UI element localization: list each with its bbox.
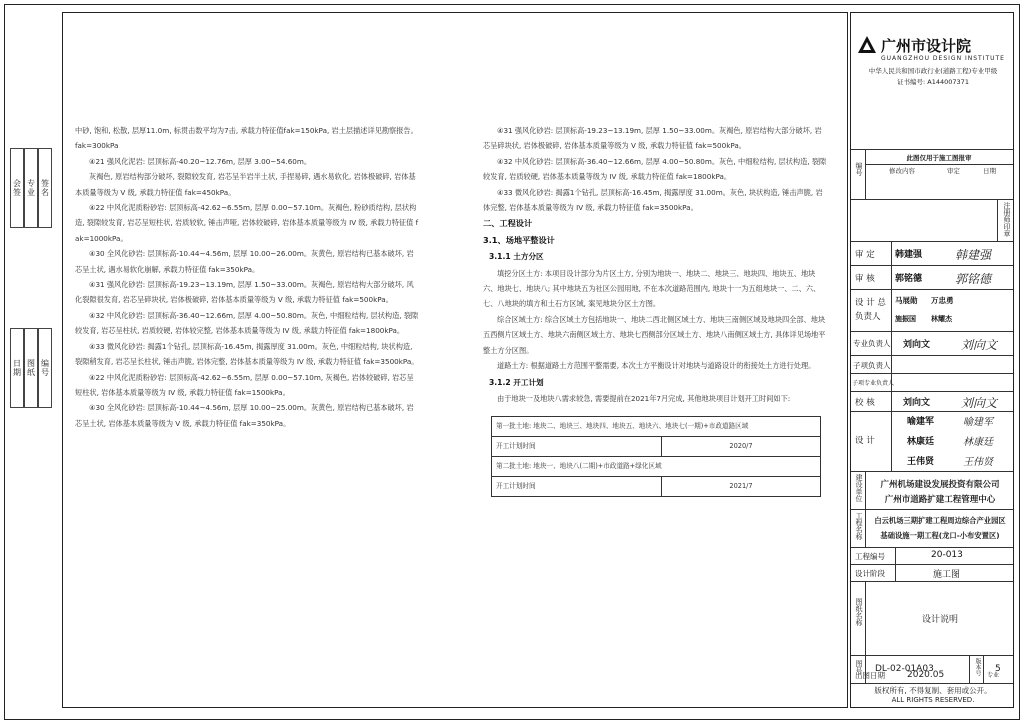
section-heading: 二、工程设计 xyxy=(483,218,533,229)
strip-cell: 签名 xyxy=(38,148,52,228)
institute-name: 广州市设计院 xyxy=(881,37,972,55)
registered-stamp-area xyxy=(851,199,1013,241)
strip-cell: 编号 xyxy=(38,328,52,408)
paragraph: 中砂, 饱和, 松散, 层厚11.0m, 标贯击数平均为7击, 承载力特征值fak=150kPa, 岩土层描述详见勘察报告。 xyxy=(75,126,418,135)
copyright: 版权所有, 不得复制、套用或公开。 xyxy=(874,686,992,695)
job-number-row xyxy=(851,547,1013,564)
role-name: 喻建军 xyxy=(907,417,935,427)
text-column-left xyxy=(75,123,420,431)
role-name: 刘向文 xyxy=(903,398,931,408)
paragraph: 填挖分区土方: 本项目设计部分为片区土方, 分别为地块一、地块二、地块三、地块四、地块五、地块六、地块七、地块八; 其中地块五为社区公园用地, 不在本次道路范围内, 地块十一为五组地块一、二、六、七、八地块的填方和土石方区域, 案见地块分区土方图。 xyxy=(483,268,821,309)
revision-label: 编号 xyxy=(855,162,863,176)
revision-area xyxy=(851,149,1013,199)
issue-date: 2020.05 xyxy=(907,670,945,680)
client-label: 建设单位 xyxy=(855,474,863,502)
role-label: 审 定 xyxy=(855,250,875,260)
subsection-heading: 3.1、场地平整设计 xyxy=(483,234,555,245)
role-row xyxy=(851,355,1013,373)
table-row xyxy=(492,417,821,437)
strip-cell: 专业 xyxy=(24,148,38,228)
table-cell: 第一批土地: 地块二、地块三、地块四、地块五、地块六、地块七(一期)+市政道路区域 xyxy=(492,417,821,437)
version-label: 版本号 xyxy=(974,658,981,676)
role-name: 林耀杰 xyxy=(931,315,952,323)
signature: 林康廷 xyxy=(963,437,993,448)
paragraph: ④33 微风化砂岩: 揭露1个钻孔, 层顶标高-16.45m, 揭露厚度 31.00m。灰色, 中细粒结构, 块状构造, 裂隙稍发育, 岩芯呈长柱状, 锤击声脆, 岩体完整, 岩体基本质量等级为 IV 级, 承载力特征值 fak=3500kPa。 xyxy=(75,341,419,367)
table-cell: 开工计划时间 xyxy=(492,437,662,457)
paragraph: ④22 中风化泥质粉砂岩: 层顶标高-42.62~6.55m, 层厚 0.00~57.10m, 灰褐色, 岩体较破碎, 岩芯呈短柱状, 岩体基本质量等级为 IV 级, 承载力特征值 fak=1500kPa。 xyxy=(75,372,414,397)
paragraph: ④33 微风化砂岩: 揭露1个钻孔, 层顶标高-16.45m, 揭露厚度 31.00m。灰色, 块状构造, 锤击声脆, 岩体完整, 岩体基本质量等级为 IV 级, 承载力特征值 fak=3500kPa。 xyxy=(483,187,823,213)
table-cell: 第二批土地: 地块一、地块八(二期)+市政道路+绿化区域 xyxy=(492,457,821,477)
title-block xyxy=(850,12,1014,708)
signature: 喻建军 xyxy=(963,417,993,428)
role-row xyxy=(851,265,1013,289)
institute-logo-icon xyxy=(857,35,877,55)
date-copyright-area xyxy=(850,670,1014,708)
paragraph: 由于地块一及地块八需求较急, 需要提前在2021年7月完成, 其他地块项目计划开工时间如下: xyxy=(497,393,791,403)
job-number-label: 工程编号 xyxy=(855,552,885,561)
paragraph: 综合区域土方: 综合区域土方包括地块一、地块二西北侧区域土方、地块三南侧区域及地块四全部、地块五西侧片区域土方、地块六南侧区域土方、地块七西侧部分区域土方、地块八南侧区域土方, 具体详见场地平整土方分区图。 xyxy=(483,314,826,355)
left-signoff-strip xyxy=(4,148,58,418)
paragraph: ④32 中风化砂岩: 层顶标高-36.40~12.66m, 层厚 4.00~50.80m。灰色, 中细粒结构, 层状构造, 裂隙较发育, 岩质较硬, 岩体基本质量等级为 IV 级, 承载力特征值 fak=1800kPa。 xyxy=(483,156,827,182)
signature: 王伟贤 xyxy=(963,457,993,468)
stamp-title: 此图仅用于施工图报审 xyxy=(906,154,972,162)
role-row xyxy=(851,411,1013,471)
table-cell: 2020/7 xyxy=(662,437,821,457)
paragraph: 灰褐色, 原岩结构部分破坏, 裂隙较发育, 岩芯呈半岩半土状, 手捏易碎, 遇水易软化, 岩体极破碎, 岩体基本质量等级为 V 级, 承载力特征值 fak=450kPa。 xyxy=(75,172,416,197)
drawing-name: 设计说明 xyxy=(921,615,958,625)
role-row xyxy=(851,331,1013,355)
client-row xyxy=(851,471,1013,509)
version-number: 5 xyxy=(995,664,1001,674)
qualification: 中华人民共和国市政行业(道路工程)专业甲级 xyxy=(868,67,998,75)
role-label: 子项专业负责人 xyxy=(852,380,895,387)
project-row xyxy=(851,509,1013,547)
paragraph: ④30 全风化砂岩: 层顶标高-10.44~4.56m, 层厚 10.00~25.00m。灰黄色, 原岩结构已基本破坏, 岩芯呈土状, 岩体基本质量等级为 V 级, 承载力特征值 fak=350kPa。 xyxy=(75,403,414,428)
signature: 刘向文 xyxy=(961,396,998,410)
role-name: 韩建强 xyxy=(895,250,923,260)
paragraph: ④32 中风化砂岩: 层顶标高-36.40~12.66m, 层厚 4.00~50.80m。灰色, 中细粒结构, 层状构造, 裂隙较发育, 岩芯呈柱状, 岩质较硬, 岩体较完整, 岩体基本质量等级为 IV 级, 承载力特征值 fak=1800kPa。 xyxy=(75,310,419,336)
registered-stamp-label: 注册师印章 xyxy=(1003,202,1011,237)
paragraph: fak=300kPa xyxy=(75,141,119,151)
drawing-number: DL-02-01A03 xyxy=(875,664,934,674)
schedule-table xyxy=(491,416,821,497)
drawing-number-label: 图号 xyxy=(855,660,863,674)
table-row xyxy=(492,477,821,497)
stage-label: 设计阶段 xyxy=(855,569,885,578)
text-column-right xyxy=(483,123,828,497)
signature: 韩建强 xyxy=(955,248,992,262)
role-row xyxy=(851,373,1013,391)
role-row xyxy=(851,391,1013,411)
role-name: 郭铭德 xyxy=(895,274,923,284)
signature: 刘向文 xyxy=(961,338,998,352)
paragraph: ④31 强风化砂岩: 层顶标高-19.23~13.19m, 层厚 1.50~33.00m。灰褐色, 原岩结构大部分破坏, 风化裂隙很发育, 岩芯呈碎块状, 岩体极破碎, 岩体基本质量等级为 V 级, 承载力特征值 fak=500kPa。 xyxy=(75,280,414,305)
table-row xyxy=(492,457,821,477)
discipline-label: 专业 xyxy=(987,672,1000,679)
copyright-en: ALL RIGHTS RESERVED. xyxy=(891,696,975,704)
role-name: 王伟贤 xyxy=(907,457,935,467)
role-label: 专业负责人 xyxy=(853,339,891,348)
role-label: 校 核 xyxy=(855,398,875,408)
date-label: 出图日期 xyxy=(855,671,885,680)
role-label: 设 计 总负责人 xyxy=(855,298,886,322)
revision-col: 修改内容 xyxy=(889,167,915,175)
paragraph: ④22 中风化泥质粉砂岩: 层顶标高-42.62~6.55m, 层厚 0.00~57.10m。灰褐色, 粉砂质结构, 层状构造, 裂隙较发育, 岩芯呈短柱状, 岩质较软, 锤击声哑, 岩体较破碎, 岩体基本质量等级为 IV 级, 承载力特征值 fak=1000kPa。 xyxy=(75,203,419,243)
table-cell: 2021/7 xyxy=(662,477,821,497)
project-name: 白云机场三期扩建工程周边综合产业园区 xyxy=(874,516,1006,525)
role-name: 施振国 xyxy=(895,315,916,323)
role-name: 林康廷 xyxy=(907,437,935,447)
client-name: 广州市道路扩建工程管理中心 xyxy=(884,495,996,505)
signature: 郭铭德 xyxy=(955,272,992,286)
stage-value: 施工图 xyxy=(933,570,961,580)
project-name: 基础设施一期工程(龙口-小布安置区) xyxy=(880,531,1000,540)
certificate-number: 证书编号: A144007371 xyxy=(897,78,969,86)
revision-col: 审定 xyxy=(947,167,960,175)
revision-col: 日期 xyxy=(983,167,996,175)
subsection-heading: 3.1.2 开工计划 xyxy=(489,377,544,387)
job-number: 20-013 xyxy=(931,550,963,560)
role-row xyxy=(851,241,1013,265)
role-row xyxy=(851,289,1013,331)
strip-cell: 会签 xyxy=(10,148,24,228)
paragraph: ④31 强风化砂岩: 层顶标高-19.23~13.19m, 层厚 1.50~33.00m。灰褐色, 原岩结构大部分破坏, 岩芯呈碎块状, 岩体极破碎, 岩体基本质量等级为 V 级, 承载力特征值 fak=500kPa。 xyxy=(483,126,822,151)
drawing-name-row xyxy=(851,581,1013,655)
paragraph: 道路土方: 根据道路土方范围平整需要, 本次土方平衡设计对地块与道路设计的衔接处土方进行处理。 xyxy=(497,361,816,371)
strip-cell: 日期 xyxy=(10,328,24,408)
drawing-name-label: 图纸名称 xyxy=(855,598,863,626)
table-cell: 开工计划时间 xyxy=(492,477,662,497)
role-label: 审 核 xyxy=(855,274,875,284)
paragraph: ④30 全风化砂岩: 层顶标高-10.44~4.56m, 层厚 10.00~26.00m。灰黄色, 原岩结构已基本破坏, 岩芯呈土状, 遇水易软化崩解, 承载力特征值 fak=350kPa。 xyxy=(75,249,414,274)
drawing-frame xyxy=(62,12,848,708)
role-label: 子项负责人 xyxy=(853,361,891,370)
paragraph: ④21 强风化泥岩: 层顶标高-40.20~12.76m, 层厚 3.00~54.60m。 xyxy=(89,156,312,166)
role-name: 万忠勇 xyxy=(931,296,954,305)
institute-name-en: GUANGZHOU DESIGN INSTITUTE xyxy=(881,55,1005,62)
role-name: 刘向文 xyxy=(903,340,931,350)
project-label: 工程名称 xyxy=(855,512,863,540)
stage-row xyxy=(851,564,1013,581)
client-name: 广州机场建设发展投资有限公司 xyxy=(880,480,1000,490)
role-label: 设 计 xyxy=(855,436,875,446)
role-name: 马展勋 xyxy=(895,296,918,305)
table-row xyxy=(492,437,821,457)
strip-cell: 图纸 xyxy=(24,328,38,408)
subsection-heading: 3.1.1 土方分区 xyxy=(489,252,544,262)
